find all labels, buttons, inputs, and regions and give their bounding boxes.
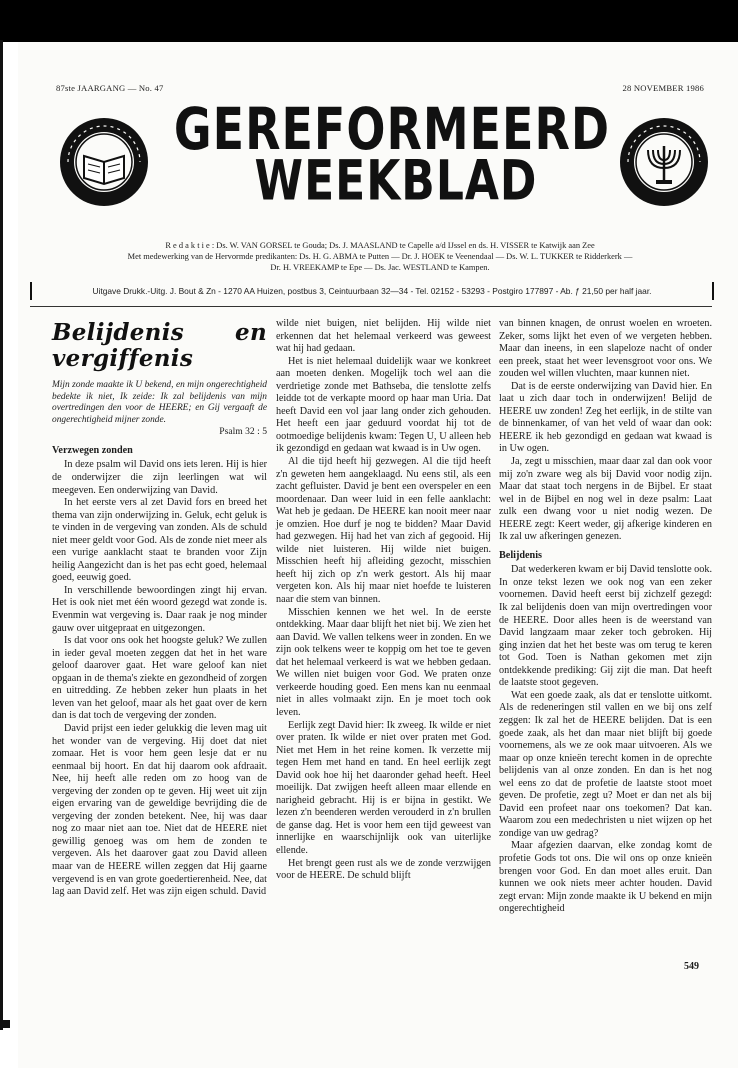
masthead-title-line1: GEREFORMEERD [173,95,611,163]
issue-date: 28 NOVEMBER 1986 [622,83,704,93]
paragraph: Al die tijd heeft hij gezwegen. Al die tijd heeft z'n geweten hem aangeklaagd. Nu eens stil, als een zacht gefluister. David je bent een overspeler en een moordenaar. Dan weer luid in een felle aanklacht: Wat heb je gedaan. De HEERE kan nooit meer naar je omzien. Hoe durf je nog te bidden? Maar David had gezwegen. Hij had het van zich af gegooid. Hij wilde niet luisteren. Hij wilde niet buigen. Misschien heeft hij afleiding gezocht, misschien heeft hij zich op z'n werk gestort. Als hij maar vergeten kon. Als hij maar niet hoefde te luisteren naar die stem van binnen. [276,456,491,606]
scripture-quote: Mijn zonde maakte ik U bekend, en mijn ongerechtigheid bedekte ik niet, Ik zeide: Ik zal belijdenis van mijn overtredingen den voor de HEERE; en Gij vergaaft de ongerechtigheid mijner zonde. [52,380,267,425]
publisher-info-bar: Uitgave Drukk.-Uitg. J. Bout & Zn - 1270 AA Huizen, postbus 3, Ceintuurbaan 32—34 - Tel. 02152 - 53293 - Postgiro 177897 - Ab. ƒ 21,50 per half jaar. [30,282,714,300]
article-column-2 [276,318,491,883]
editorial-line-3: Dr. H. VREEKAMP te Epe — Ds. Jac. WESTLAND te Kampen. [270,263,490,272]
paragraph: Eerlijk zegt David hier: Ik zweeg. Ik wilde er niet over praten. Ik wilde er niet over praten met God. Niet met Hem in het reine komen. Ik verzette mij tegen Hem met hand en tand. En heel eerlijk zegt David ook hoe hij het daaronder gehad heeft. Heel moeilijk. Dat zwijgen heeft alleen maar ellende en narigheid gebracht. Hij is er bijna in gestikt. We lezen z'n beenderen werden verouderd in z'n brullen de ganse dag. Het is voor hem een tijd geweest van innerlijke en waarschijnlijk ook van uiterlijke ellende. [276,719,491,856]
masthead [52,96,712,246]
editorial-line-2: Met medewerking van de Hervormde predikanten: Ds. H. G. ABMA te Putten — Dr. J. HOEK te Veenendaal — Ds. W. L. TUKKER te Ridderkerk — [127,252,633,261]
paragraph: Misschien kennen we het wel. In de eerste ontdekking. Maar daar blijft het niet bij. We zien het aan David. We vallen telkens weer in zonden. En we zijn ook telkens weer te koppig om het toe te geven dat het helemaal verkeerd is wat we hebben gedaan. We willen niet buigen voor God. We praten onze verkeerde houding goed. Een mens kan nu eenmaal niet in alles volmaakt zijn. En je moet toch ook leven. [276,606,491,718]
scan-top-border [0,0,738,42]
page-number: 549 [684,961,699,972]
paragraph: wilde niet buigen, niet belijden. Hij wilde niet erkennen dat het helemaal verkeerd was geweest wat hij had gedaan. [276,318,491,355]
paragraph: Het brengt geen rust als we de zonde verzwijgen voor de HEERE. De schuld blijft [276,857,491,882]
article-column-3 [499,318,712,916]
paragraph: In het eerste vers al zet David fors en breed het thema van zijn onderwijzing in. Geluk, echt geluk is te vinden in de vergeving van zonden. Als de schuld niet meer geldt voor God. Als de zonde niet meer als een vurige aanklacht staat te branden voor Zijn heilig Aangezicht dan is het pas echt goed, helemaal goed, eeuwig goed. [52,497,267,584]
paragraph: Ja, zegt u misschien, maar daar zal dan ook voor mij zo'n zware weg als bij David voor nodig zijn. Maar dat staat toch nergens in de Bijbel. Er staat wel in de Bijbel en nog wel in deze psalm: Laat zulk een dwang voor u niet nodig wezen. De HEERE zegt: Keert weder, gij afkerige kinderen en Ik zal uw afkeringen genezen. [499,456,712,543]
paragraph: van binnen knagen, de onrust woelen en wroeten. Zeker, soms lijkt het even of we vergeten hebben. Maar dan ineens, in een slapeloze nacht of onder een preek, staat het weer levensgroot voor ons. We zouden wel willen vluchten, maar kunnen niet. [499,318,712,380]
paragraph: Is dat voor ons ook het hoogste geluk? We zullen in ieder geval moeten zeggen dat het in het ware geloof daarover gaat. Het ware geloof kan niet opgaan in de thema's ziekte en gezondheid of zorgen en uitredding. Ze hebben zeker hun plaats in het leven van het geloof, maar als het gaat over de kern dan is dat toch de vergeving der zonden. [52,635,267,722]
article-column-1 [52,318,267,899]
paragraph: Dat wederkeren kwam er bij David tenslotte ook. In onze tekst lezen we ook nog van een zeker voornemen. David heeft eerst bij zichzelf gezegd: Ik zal belijdenis doen van mijn overtredingen voor de HEERE. Door alles heen is de weerstand van David langzaam maar zeker toch gebroken. Hij ging inzien dat het het beste was om terug te keren tot God. Toen is Nathan gekomen met zijn ontdekkende prediking: Gij zijt die man. Dat heeft de laatste stoot gegeven. [499,564,712,689]
editorial-line-1: R e d a k t i e : Ds. W. VAN GORSEL te Gouda; Ds. J. MAASLAND te Capelle a/d IJssel en ds. H. VISSER te Katwijk aan Zee [165,241,595,250]
volume-number: 87ste JAARGANG — No. 47 [56,83,164,93]
scan-corner-mark [0,1020,10,1028]
section-heading: Belijdenis [499,549,543,561]
paragraph: In verschillende bewoordingen zingt hij ervan. Het is ook niet met één woord gezegd wat zonde is. Evenmin wat vergeving is. Daar raak je nog minder gauw over uitgepraat en uitgezongen. [52,584,267,634]
paragraph: Dat is de eerste onderwijzing van David hier. En laat u zich daar toch in onderwijzen! Belijd de HEERE uw zonden! Zeg het eerlijk, in de stilte van de binnenkamer, of van het veld of waar dan ook: HEERE ik heb gezondigd en gedaan wat kwaad is in Uw ogen. [499,380,712,455]
article-title: Belijdenis en vergiffenis [52,319,267,372]
paragraph: Wat een goede zaak, als dat er tenslotte uitkomt. Als de redeneringen stil vallen en we bij ons zelf zeggen: Ik zal het de HEERE belijden. Dat is een goede zaak, als het dan maar niet blijft bij goede voornemens, als we ze ook maar uitvoeren. Als we maar op onze knieën terecht komen in de oprechte belijdenis van al onze zonden. En dan is het nog wel eens zo dat de profetie de laatste stoot moet geven. De profetie, zegt u? Moet er dan net als bij David een profeet naar ons toekomen? Dat kan. Waarom zou een medechristen u niet wijzen op het zondige van uw gedrag? [499,689,712,839]
paragraph: Maar afgezien daarvan, elke zondag komt de profetie Gods tot ons. Die wil ons op onze knieën brengen voor God. En dan moet alles eruit. Dan kunnen we ook niets meer achter houden. David zegt ervan: Mijn zonde maakte ik U bekend en mijn ongerechtigheid [499,840,712,915]
section-heading: Verzwegen zonden [52,444,133,456]
editorial-board [40,240,720,273]
horizontal-rule [30,306,712,307]
paragraph: David prijst een ieder gelukkig die leven mag uit het wonder van de vergeving. Hij doet dat niet zomaar. Het is voor hem geen lesje dat er nu eenmaal bij hoort. En dat hij daarom ook afdraait. Nee, hij heeft alle reden om zo hoog van de vergeving der zonden op te geven. Hij weet uit zijn eigen ervaring van de geweldige bevrijding die de vergeving der zonden betekent. Nee, hij was daar nog zo maar niet aan toe. Niet dat de HEERE niet gewillig genoeg was om hem de zonden te vergeven. Als het daarover gaat zou David alleen maar van de HEERE willen zeggen dat Hij gaarne vergevend is en van grote goedertierenheid. Nee, dat lag aan David zelf. Het was zijn eigen schuld. David [52,722,267,898]
paragraph: In deze psalm wil David ons iets leren. Hij is hier de onderwijzer die zijn leerlingen wat wil meegeven. Een onderwijzing van David. [52,459,267,496]
masthead-title-line2: WEEKBLAD [254,149,538,214]
paragraph: Het is niet helemaal duidelijk waar we konkreet aan moeten denken. Mogelijk toch wel aan die verdrietige zonde met Bathseba, die tenslotte zelfs leidde tot de verkapte moord op haar man Uria. Dat heeft David een vol jaar lang onder zich gehouden. Het heeft een jaar geduurd voordat hij tot de ootmoedige belijdenis kwam: Tegen U, U alleen heb ik gezondigd en gedaan wat kwaad is in Uw ogen. [276,355,491,455]
scripture-reference: Psalm 32 : 5 [219,426,267,438]
seal-right-menorah-emblem [618,116,710,208]
scan-left-edge [0,40,3,1030]
